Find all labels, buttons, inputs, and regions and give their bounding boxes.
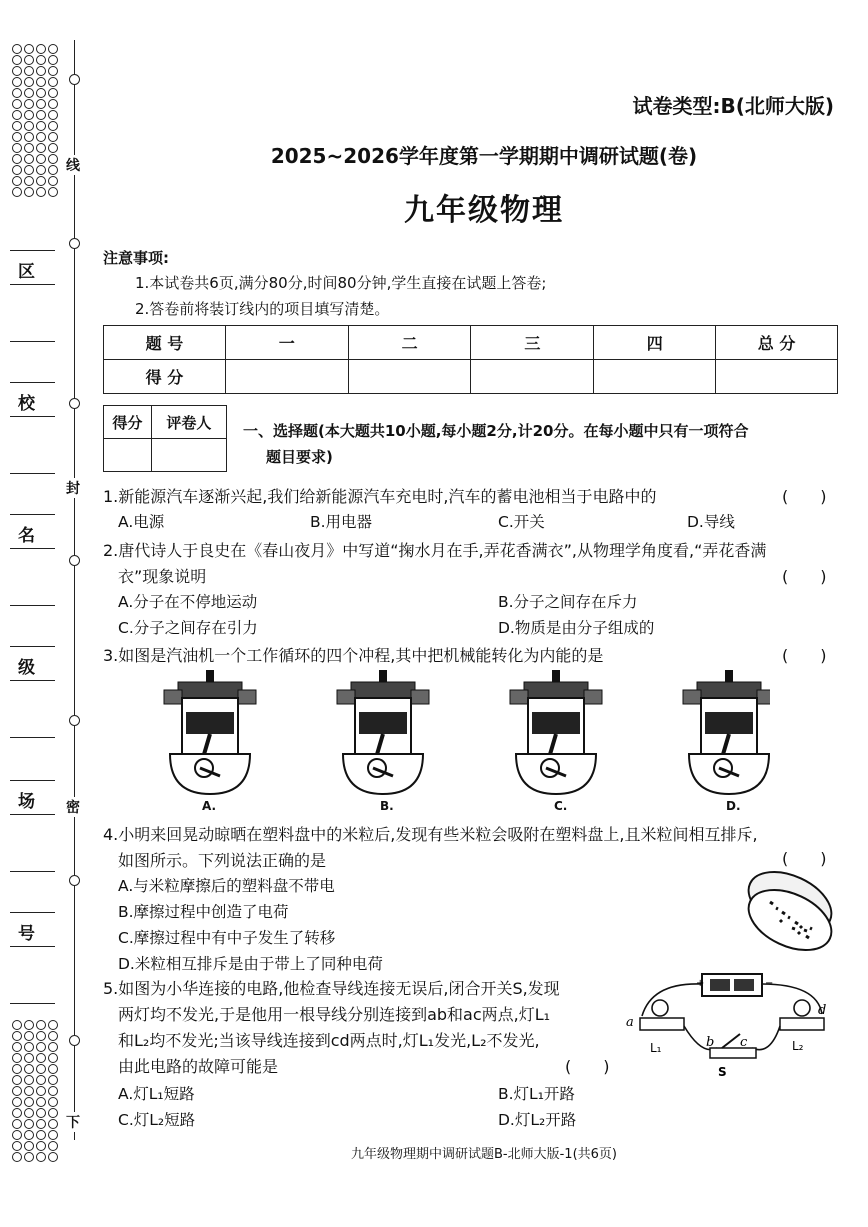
question-2-stem-cont: 衣”现象说明: [118, 567, 207, 586]
answer-bracket[interactable]: ( ): [782, 567, 827, 586]
question-1-stem: 1.新能源汽车逐渐兴起,我们给新能源汽车充电时,汽车的蓄电池相当于电路中的: [103, 487, 657, 506]
page-footer: 九年级物理期中调研试题B-北师大版-1(共6页): [351, 1147, 617, 1162]
score-table-header: 总 分: [716, 326, 838, 360]
binding-label-mi: 密: [66, 797, 80, 817]
answer-bracket[interactable]: ( ): [782, 487, 827, 506]
binding-label-xian: 线: [66, 155, 80, 175]
binding-hole: [69, 555, 80, 566]
binding-hole: [69, 715, 80, 726]
switch-icon: [710, 1048, 756, 1058]
plastic-plate-figure: [740, 862, 840, 962]
score-table-header: 四: [594, 326, 716, 360]
question-5-stem-cont: 由此电路的故障可能是: [118, 1057, 279, 1076]
binding-hole: [69, 1035, 80, 1046]
lamp-l1-label: L₁: [650, 1041, 662, 1055]
question-5-stem: 5.如图为小华连接的电路,他检查导线连接无误后,闭合开关S,发现: [103, 979, 560, 998]
switch-s-label: S: [718, 1065, 727, 1079]
binding-label-xia: 下: [66, 1112, 80, 1132]
field-district-label: 区: [18, 262, 35, 282]
binding-hole: [69, 238, 80, 249]
exam-title: 2025~2026学年度第一学期期中调研试题(卷): [270, 144, 698, 168]
option-b: B.分子之间存在斥力: [498, 593, 638, 611]
field-school-label: 校: [18, 394, 35, 414]
score-cell[interactable]: [716, 360, 838, 394]
grader-name-header: 评卷人: [151, 406, 226, 439]
score-cell[interactable]: [225, 360, 348, 394]
answer-bracket[interactable]: ( ): [565, 1057, 610, 1076]
field-number-label: 号: [18, 924, 35, 944]
score-table-header: 题 号: [104, 326, 226, 360]
lamp-l2-icon: [794, 1000, 810, 1016]
engine-stroke-c: [510, 670, 602, 794]
option-b: B.灯L₁开路: [498, 1085, 575, 1103]
binding-label-feng: 封: [66, 478, 80, 498]
battery-minus-label: −: [765, 978, 774, 989]
score-cell[interactable]: [348, 360, 471, 394]
engine-label-a: A.: [202, 799, 217, 813]
notes-heading: 注意事项:: [103, 249, 169, 267]
engine-label-c: C.: [554, 799, 568, 813]
question-2-stem: 2.唐代诗人于良史在《春山夜月》中写道“掬水月在手,弄花香满衣”,从物理学角度看,“弄花香满: [103, 541, 767, 560]
option-d: D.导线: [687, 513, 735, 531]
option-a: A.与米粒摩擦后的塑料盘不带电: [118, 877, 335, 895]
option-c: C.分子之间存在引力: [118, 619, 258, 637]
score-table: [103, 325, 838, 394]
grader-score-cell[interactable]: [104, 439, 152, 472]
option-c: C.灯L₂短路: [118, 1111, 196, 1129]
score-table-header: 一: [225, 326, 348, 360]
score-table-header: 三: [471, 326, 594, 360]
engine-stroke-b: [337, 670, 429, 794]
circuit-figure: [622, 966, 842, 1081]
question-5-stem-cont: 两灯均不发光,于是他用一根导线分别连接到ab和ac两点,灯L₁: [118, 1005, 551, 1024]
grader-name-cell[interactable]: [151, 439, 226, 472]
point-b-label: b: [706, 1035, 715, 1050]
note-item: 1.本试卷共6页,满分80分,时间80分钟,学生直接在试题上答卷;: [135, 274, 547, 292]
field-school[interactable]: [10, 382, 55, 474]
section-title: 一、选择题(本大题共10小题,每小题2分,计20分。在每小题中只有一项符合: [243, 422, 749, 440]
field-grade[interactable]: [10, 646, 55, 738]
grader-table: [103, 405, 227, 472]
option-d: D.物质是由分子组成的: [498, 619, 655, 637]
score-row-label: 得 分: [104, 360, 226, 394]
question-5-stem-cont: 和L₂均不发光;当该导线连接到cd两点时,灯L₁发光,L₂不发光,: [118, 1031, 540, 1050]
option-b: B.摩擦过程中创造了电荷: [118, 903, 289, 921]
engine-stroke-a: [164, 670, 256, 794]
question-3-stem: 3.如图是汽油机一个工作循环的四个冲程,其中把机械能转化为内能的是: [103, 646, 604, 665]
field-district[interactable]: [10, 250, 55, 342]
question-4-stem-cont: 如图所示。下列说法正确的是: [118, 851, 327, 870]
lamp-l2-label: L₂: [792, 1039, 804, 1053]
binding-hole: [69, 398, 80, 409]
option-a: A.电源: [118, 513, 165, 531]
option-c: C.开关: [498, 513, 545, 531]
engine-label-b: B.: [380, 799, 394, 813]
option-a: A.分子在不停地运动: [118, 593, 258, 611]
question-4-stem: 4.小明来回晃动晾晒在塑料盘中的米粒后,发现有些米粒会吸附在塑料盘上,且米粒间相互排斥,: [103, 825, 758, 844]
binding-hole: [69, 74, 80, 85]
lamp-l1-icon: [652, 1000, 668, 1016]
battery-plus-label: +: [696, 978, 705, 989]
engine-strokes-figure: [150, 668, 770, 798]
answer-bracket[interactable]: ( ): [782, 849, 827, 868]
field-exam-room[interactable]: [10, 780, 55, 872]
point-c-label: c: [740, 1035, 748, 1050]
field-name-label: 名: [18, 526, 35, 546]
note-item: 2.答卷前将装订线内的项目填写清楚。: [135, 300, 390, 318]
point-a-label: a: [626, 1015, 634, 1030]
engine-label-d: D.: [726, 799, 741, 813]
dot-pattern-top: [12, 44, 59, 197]
paper-type: 试卷类型:B(北师大版): [632, 94, 834, 118]
option-a: A.灯L₁短路: [118, 1085, 195, 1103]
option-d: D.米粒相互排斥是由于带上了同种电荷: [118, 955, 383, 973]
subject-title: 九年级物理: [404, 193, 564, 228]
score-cell[interactable]: [471, 360, 594, 394]
point-d-label: d: [818, 1003, 827, 1018]
grader-score-header: 得分: [104, 406, 152, 439]
field-name[interactable]: [10, 514, 55, 606]
option-d: D.灯L₂开路: [498, 1111, 577, 1129]
field-number[interactable]: [10, 912, 55, 1004]
section-title-cont: 题目要求): [266, 448, 333, 466]
option-c: C.摩擦过程中有中子发生了转移: [118, 929, 336, 947]
field-grade-label: 级: [18, 658, 35, 678]
answer-bracket[interactable]: ( ): [782, 646, 827, 665]
dot-pattern-bottom: [12, 1020, 59, 1162]
score-cell[interactable]: [594, 360, 716, 394]
score-table-header: 二: [348, 326, 471, 360]
engine-stroke-d: [683, 670, 770, 794]
binding-hole: [69, 875, 80, 886]
option-b: B.用电器: [310, 513, 373, 531]
field-exam-room-label: 场: [18, 792, 35, 812]
